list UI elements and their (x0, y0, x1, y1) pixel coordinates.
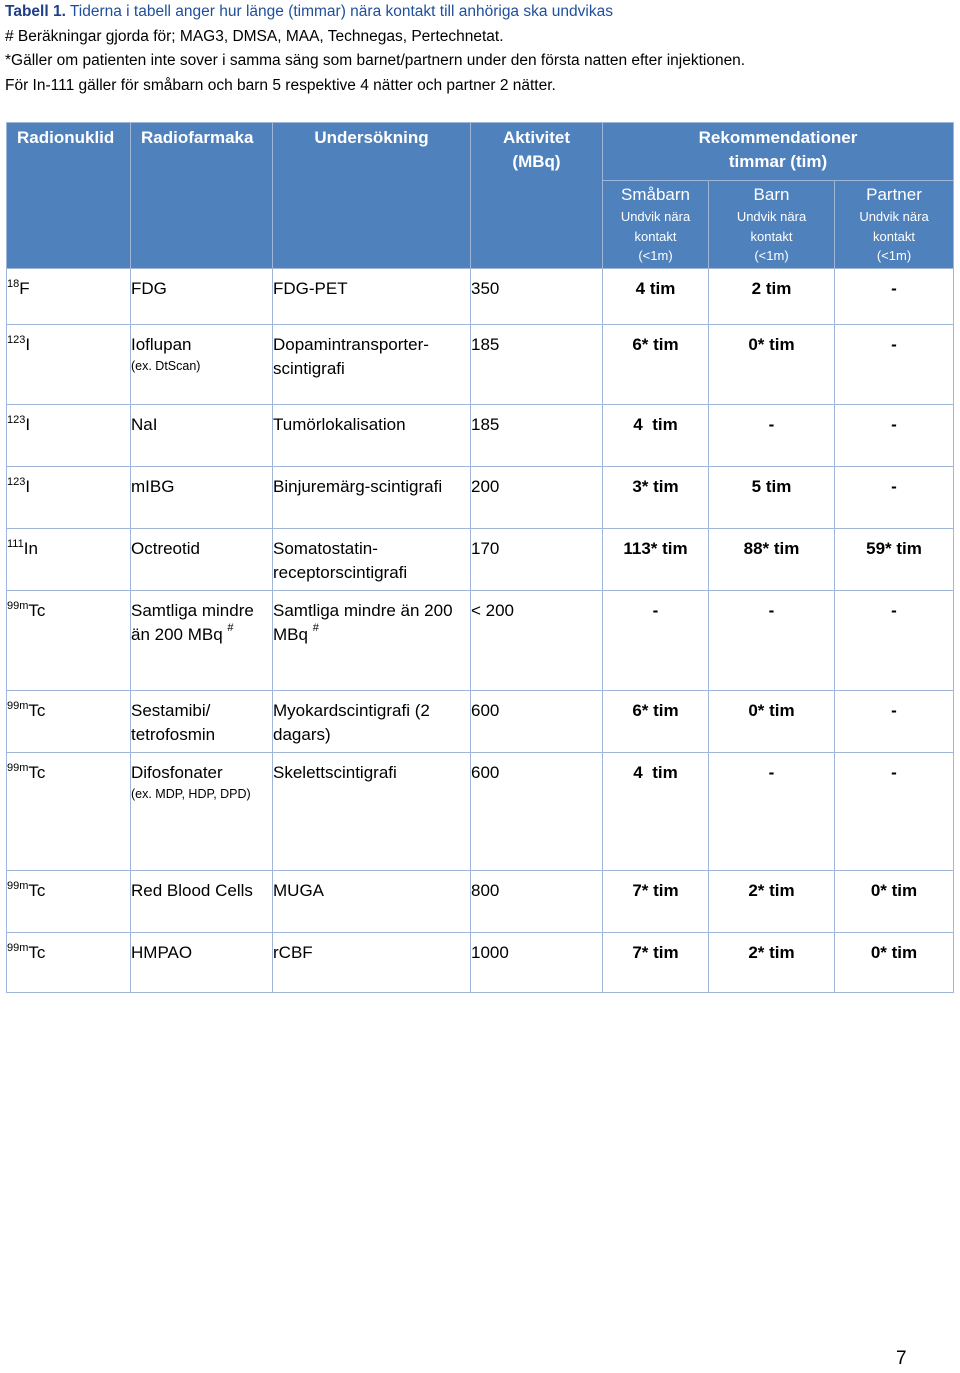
cell-barn: 5 tim (709, 467, 835, 529)
radiofarmaka-name: NaI (131, 415, 158, 434)
footnote-mark: # (312, 622, 319, 634)
cell-aktivitet: 800 (471, 871, 603, 933)
cell-aktivitet: 185 (471, 405, 603, 467)
note-star: *Gäller om patienten inte sover i samma säng som barnet/partnern under den första natten efter injektionen. (5, 52, 746, 69)
cell-radionuklid (7, 691, 131, 753)
cell-partner: - (835, 691, 954, 753)
radiofarmaka-name: FDG (131, 279, 167, 298)
table-row (7, 269, 954, 325)
cell-smabarn: - (603, 591, 709, 691)
cell-barn: 2 tim (709, 269, 835, 325)
cell-radionuklid (7, 591, 131, 691)
table-row (7, 325, 954, 405)
cell-radionuklid (7, 933, 131, 993)
radiation-table (6, 122, 954, 993)
cell-undersokning (273, 325, 471, 405)
element-symbol: Tc (28, 943, 46, 962)
cell-undersokning (273, 871, 471, 933)
cell-aktivitet: 350 (471, 269, 603, 325)
cell-partner: - (835, 405, 954, 467)
radiofarmaka-name: mIBG (131, 477, 175, 496)
cell-radionuklid (7, 467, 131, 529)
cell-partner: 0* tim (835, 933, 954, 993)
cell-undersokning (273, 691, 471, 753)
cell-barn: - (709, 753, 835, 871)
undersokning-name: Skelettscintigrafi (273, 763, 397, 782)
cell-radiofarmaka (131, 753, 273, 871)
table-row (7, 467, 954, 529)
radiofarmaka-name: HMPAO (131, 943, 193, 962)
cell-radiofarmaka (131, 591, 273, 691)
cell-partner: 0* tim (835, 871, 954, 933)
element-symbol: I (25, 477, 31, 496)
cell-aktivitet: 1000 (471, 933, 603, 993)
cell-undersokning (273, 467, 471, 529)
table-caption (5, 0, 955, 25)
isotope-mass: 18 (7, 278, 20, 290)
element-symbol: F (19, 279, 30, 298)
table-row (7, 871, 954, 933)
undersokning-name: Myokardscintigrafi (2 dagars) (273, 701, 430, 744)
radiofarmaka-name: Samtliga mindre än 200 MBq (131, 601, 254, 644)
radiofarmaka-example: (ex. DtScan) (131, 359, 201, 373)
cell-undersokning (273, 933, 471, 993)
radiofarmaka-name: Sestamibi/ tetrofosmin (131, 701, 216, 744)
cell-aktivitet: 185 (471, 325, 603, 405)
element-symbol: I (25, 415, 31, 434)
radiofarmaka-name: Octreotid (131, 539, 200, 558)
radiofarmaka-name: Red Blood Cells (131, 881, 253, 900)
element-symbol: Tc (28, 763, 46, 782)
undersokning-name: Dopamintransporter-scintigrafi (273, 335, 429, 378)
isotope-mass: 99m (7, 762, 29, 774)
cell-smabarn: 6* tim (603, 691, 709, 753)
undersokning-name: Somatostatin-receptorscintigrafi (273, 539, 408, 582)
header-undersokning: Undersökning (273, 123, 471, 269)
undersokning-name: rCBF (273, 943, 313, 962)
radiofarmaka-example: (ex. MDP, HDP, DPD) (131, 787, 251, 801)
cell-barn: 0* tim (709, 691, 835, 753)
cell-radiofarmaka (131, 405, 273, 467)
cell-radiofarmaka (131, 691, 273, 753)
table-row (7, 753, 954, 871)
cell-smabarn: 4 tim (603, 269, 709, 325)
header-radionuklid: Radionuklid (7, 123, 131, 269)
isotope-mass: 123 (7, 414, 26, 426)
cell-smabarn: 113* tim (603, 529, 709, 591)
cell-radiofarmaka (131, 871, 273, 933)
cell-aktivitet: 170 (471, 529, 603, 591)
isotope-mass: 99m (7, 942, 29, 954)
table-row (7, 405, 954, 467)
isotope-mass: 99m (7, 700, 29, 712)
cell-partner: - (835, 753, 954, 871)
isotope-mass: 111 (7, 538, 24, 550)
cell-radionuklid (7, 269, 131, 325)
cell-radionuklid (7, 871, 131, 933)
cell-partner: - (835, 467, 954, 529)
cell-smabarn: 3* tim (603, 467, 709, 529)
caption-text: Tiderna i tabell anger hur länge (timmar) nära kontakt till anhöriga ska undvikas (65, 3, 613, 20)
table-row (7, 591, 954, 691)
isotope-mass: 123 (7, 334, 26, 346)
table-label: Tabell 1. (5, 3, 66, 20)
isotope-mass: 99m (7, 600, 29, 612)
cell-smabarn: 4 tim (603, 405, 709, 467)
header-smabarn: Småbarn Undvik nära kontakt (<1m) (603, 181, 709, 269)
element-symbol: Tc (28, 601, 46, 620)
cell-barn: - (709, 591, 835, 691)
table-row (7, 691, 954, 753)
header-barn: Barn Undvik nära kontakt (<1m) (709, 181, 835, 269)
cell-undersokning (273, 269, 471, 325)
header-partner: Partner Undvik nära kontakt (<1m) (835, 181, 954, 269)
cell-radiofarmaka (131, 325, 273, 405)
cell-radionuklid (7, 753, 131, 871)
cell-radionuklid (7, 529, 131, 591)
cell-partner: - (835, 269, 954, 325)
table-row (7, 529, 954, 591)
undersokning-name: MUGA (273, 881, 324, 900)
cell-aktivitet: < 200 (471, 591, 603, 691)
cell-radiofarmaka (131, 529, 273, 591)
header-radiofarmaka: Radiofarmaka (131, 123, 273, 269)
cell-radiofarmaka (131, 933, 273, 993)
table-row (7, 933, 954, 993)
element-symbol: Tc (28, 701, 46, 720)
note-hash: # Beräkningar gjorda för; MAG3, DMSA, MAA, Technegas, Pertechnetat. (5, 27, 504, 45)
cell-partner: - (835, 591, 954, 691)
radiofarmaka-name: Ioflupan (131, 335, 192, 354)
cell-barn: 2* tim (709, 871, 835, 933)
page-number: 7 (896, 1348, 907, 1369)
cell-smabarn: 6* tim (603, 325, 709, 405)
cell-undersokning (273, 591, 471, 691)
element-symbol: I (25, 335, 31, 354)
cell-radionuklid (7, 325, 131, 405)
cell-partner: 59* tim (835, 529, 954, 591)
cell-aktivitet: 600 (471, 691, 603, 753)
isotope-mass: 99m (7, 880, 29, 892)
cell-partner: - (835, 325, 954, 405)
cell-smabarn: 4 tim (603, 753, 709, 871)
undersokning-name: FDG-PET (273, 279, 348, 298)
intro-text (5, 0, 955, 98)
cell-aktivitet: 200 (471, 467, 603, 529)
cell-undersokning (273, 405, 471, 467)
cell-radiofarmaka (131, 269, 273, 325)
cell-aktivitet: 600 (471, 753, 603, 871)
header-rekommendationer: Rekommendationer timmar (tim) (603, 123, 954, 181)
undersokning-name: Samtliga mindre än 200 MBq (273, 601, 453, 644)
undersokning-name: Binjuremärg-scintigrafi (273, 477, 443, 496)
cell-barn: 88* tim (709, 529, 835, 591)
cell-smabarn: 7* tim (603, 933, 709, 993)
cell-barn: 0* tim (709, 325, 835, 405)
cell-barn: 2* tim (709, 933, 835, 993)
element-symbol: Tc (28, 881, 46, 900)
footnote-mark: # (227, 622, 234, 634)
cell-radionuklid (7, 405, 131, 467)
cell-barn: - (709, 405, 835, 467)
radiofarmaka-name: Difosfonater (131, 763, 223, 782)
element-symbol: In (23, 539, 38, 558)
note-in111: För In-111 gäller för småbarn och barn 5 respektive 4 nätter och partner 2 nätter. (5, 76, 556, 94)
undersokning-name: Tumörlokalisation (273, 415, 406, 434)
cell-smabarn: 7* tim (603, 871, 709, 933)
header-aktivitet: Aktivitet (MBq) (471, 123, 603, 269)
cell-undersokning (273, 529, 471, 591)
isotope-mass: 123 (7, 476, 26, 488)
cell-undersokning (273, 753, 471, 871)
cell-radiofarmaka (131, 467, 273, 529)
